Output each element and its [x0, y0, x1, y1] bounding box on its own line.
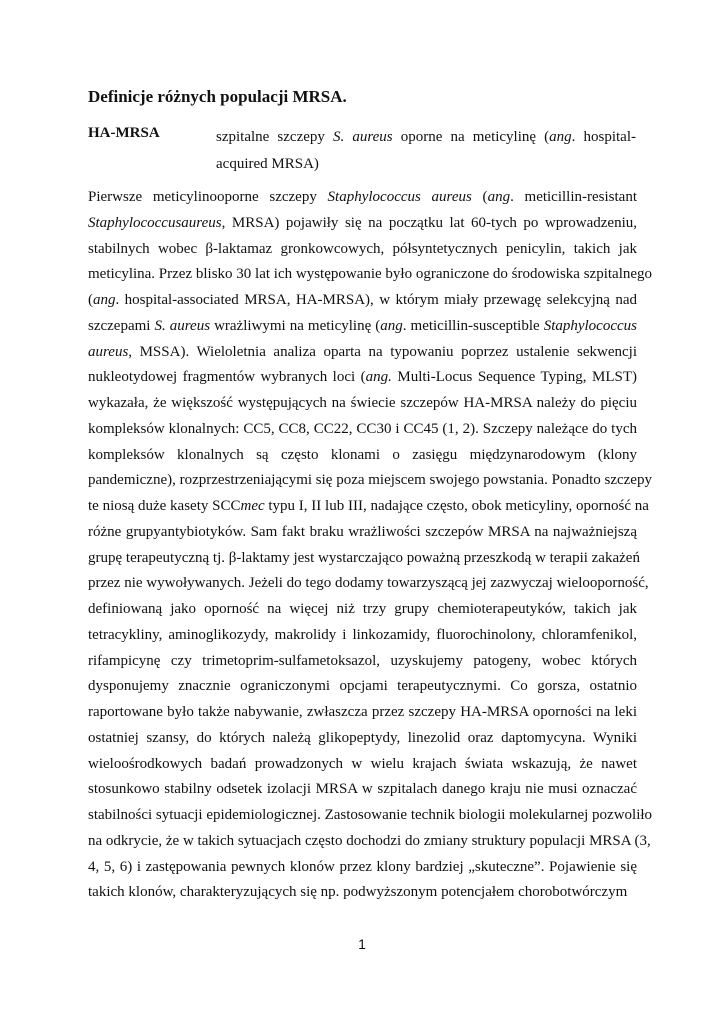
text-line — [88, 524, 637, 541]
text-line — [88, 318, 637, 335]
text-run: stabilnych wobec β-laktamaz gronkowcowych, półsyntetycznych penicylin, takich jak — [88, 240, 637, 257]
text-line — [88, 549, 640, 567]
text-run: rifampicynę czy trimetoprim-sulfametoksazol, uzyskujemy patogeny, wobec których — [88, 652, 637, 669]
text-run: grupę terapeutyczną tj. β-laktamy jest wystarczająco poważną przeszkodą w terapii zakażeń — [88, 549, 640, 566]
text-run: takich klonów, charakteryzujących się np. podwyższonym potencjałem chorobotwórczym — [88, 884, 628, 901]
text-run: szczepami — [88, 317, 155, 334]
text-run: . hospital-associated MRSA, HA-MRSA), w którym miały przewagę selekcyjną nad — [115, 292, 637, 308]
text-run: aureus — [88, 343, 129, 360]
text-line — [88, 704, 637, 721]
text-line — [88, 678, 637, 695]
text-run: pandemiczne), rozprzestrzeniającymi się poza miejscem swojego powstania. Ponadto szczepy — [88, 472, 652, 489]
text-run: , MSSA). Wieloletnia analiza oparta na typowaniu poprzez ustalenie sekwencji — [128, 343, 637, 360]
text-run: meticylina. Przez blisko 30 lat ich występowanie było ograniczone do środowiska szpitalnego — [88, 266, 653, 283]
text-line — [88, 653, 637, 670]
text-run: dysponujemy znacznie ograniczonymi opcjami terapeutycznymi. Co gorsza, ostatnio — [88, 678, 637, 695]
text-run: ang — [93, 292, 116, 308]
text-line — [88, 447, 637, 464]
text-run: ang — [380, 317, 403, 334]
text-line — [88, 241, 637, 258]
text-line — [88, 807, 653, 824]
text-run: Staphylococcusaureus — [88, 214, 222, 231]
text-run: . meticillin-resistant — [510, 189, 637, 205]
text-run: 4, 5, 6) i zastępowania pewnych klonów przez klony bardziej „skuteczne”. Pojawienie się — [88, 858, 637, 875]
text-line — [88, 215, 637, 232]
text-line — [88, 421, 637, 438]
text-run: wykazała, że większość występujących na świecie szczepów HA-MRSA należy do pięciu — [88, 395, 637, 411]
text-run: stosunkowo stabilny odsetek izolacji MRSA w szpitalach danego kraju nie musi oznaczać — [88, 781, 637, 798]
text-run: na odkrycie, że w takich sytuacjach często dochodzi do zmiany struktury populacji MRSA (3, — [88, 832, 651, 849]
definition-text-run: ang — [549, 129, 572, 145]
text-line — [88, 395, 637, 412]
text-run: kompleksów klonalnych: CC5, CC8, CC22, CC30 i CC45 (1, 2). Szczepy należące do tych — [88, 420, 637, 437]
text-run: ang. — [365, 369, 392, 386]
text-run: wieloośrodkowych badań prowadzonych w wielu krajach świata wskazują, że nawet — [88, 755, 637, 772]
text-run: . meticillin-susceptible — [402, 317, 544, 334]
text-run: Multi-Locus Sequence Typing, MLST) — [391, 369, 637, 386]
text-line — [88, 498, 649, 515]
text-line — [88, 730, 637, 747]
definition-text-run: S. aureus — [332, 129, 393, 145]
text-run: Staphylococcus aureus — [327, 189, 472, 205]
text-run: te niosą duże kasety SCC — [88, 498, 241, 514]
text-line — [88, 472, 652, 489]
definition-term: HA-MRSA — [88, 125, 160, 141]
definition-text-run: . hospital-acquired MRSA) — [216, 129, 637, 172]
text-line — [88, 189, 637, 206]
text-run: tetracykliny, aminoglikozydy, makrolidy i linkozamidy, fluorochinolony, chloramfenikol, — [88, 626, 637, 643]
text-run: wrażliwymi na meticylinę ( — [210, 317, 381, 334]
text-line — [88, 292, 637, 309]
definition-text-run: szpitalne szczepy — [216, 129, 333, 145]
text-line — [88, 601, 637, 618]
text-line — [88, 884, 637, 901]
text-run: raportowane było także nabywanie, zwłaszcza przez szczepy HA-MRSA oporności na leki — [88, 704, 637, 720]
text-line — [88, 832, 651, 850]
text-run: mec — [240, 498, 265, 514]
text-run: Staphylococcus — [543, 317, 637, 334]
text-run: stabilności sytuacji epidemiologicznej. Zastosowanie technik biologii molekularnej pozwoliło — [88, 807, 653, 823]
text-line — [88, 627, 637, 644]
text-run: Pierwsze meticylinooporne szczepy — [88, 189, 328, 205]
text-line — [88, 369, 637, 386]
text-run: typu I, II lub III, nadające często, obok meticyliny, oporność na — [264, 498, 649, 514]
text-line — [88, 756, 637, 773]
text-run: nukleotydowej fragmentów wybranych loci ( — [88, 369, 366, 386]
definition-text-run: oporne na meticylinę ( — [392, 129, 550, 145]
text-run: różne grupyantybiotyków. Sam fakt braku wrażliwości szczepów MRSA na najważniejszą — [88, 523, 637, 540]
text-run: S. aureus — [154, 317, 211, 334]
text-run: , MRSA) pojawiły się na początku lat 60-tych po wprowadzeniu, — [221, 214, 637, 231]
text-run: ang — [487, 189, 511, 205]
text-run: ostatniej szansy, do których należą glikopeptydy, linezolid oraz daptomycyna. Wyniki — [88, 729, 637, 746]
text-line — [88, 575, 649, 592]
definition-text — [216, 124, 636, 178]
text-line — [88, 266, 653, 283]
text-line — [88, 344, 637, 361]
text-run: kompleksów klonalnych są często klonami o zasięgu międzynarodowym (klony — [88, 446, 637, 463]
text-run: ( — [471, 189, 488, 205]
page-title: Definicje różnych populacji MRSA. — [88, 87, 347, 106]
text-line — [88, 781, 637, 798]
text-line — [88, 859, 637, 876]
text-run: ( — [88, 292, 93, 308]
text-run: definiowaną jako oporność na więcej niż trzy grupy chemioterapeutyków, takich jak — [88, 601, 637, 617]
text-run: przez nie wywoływanych. Jeżeli do tego dodamy towarzyszącą jej zazwyczaj wielooporność, — [88, 575, 649, 592]
page-number: 1 — [358, 936, 366, 952]
